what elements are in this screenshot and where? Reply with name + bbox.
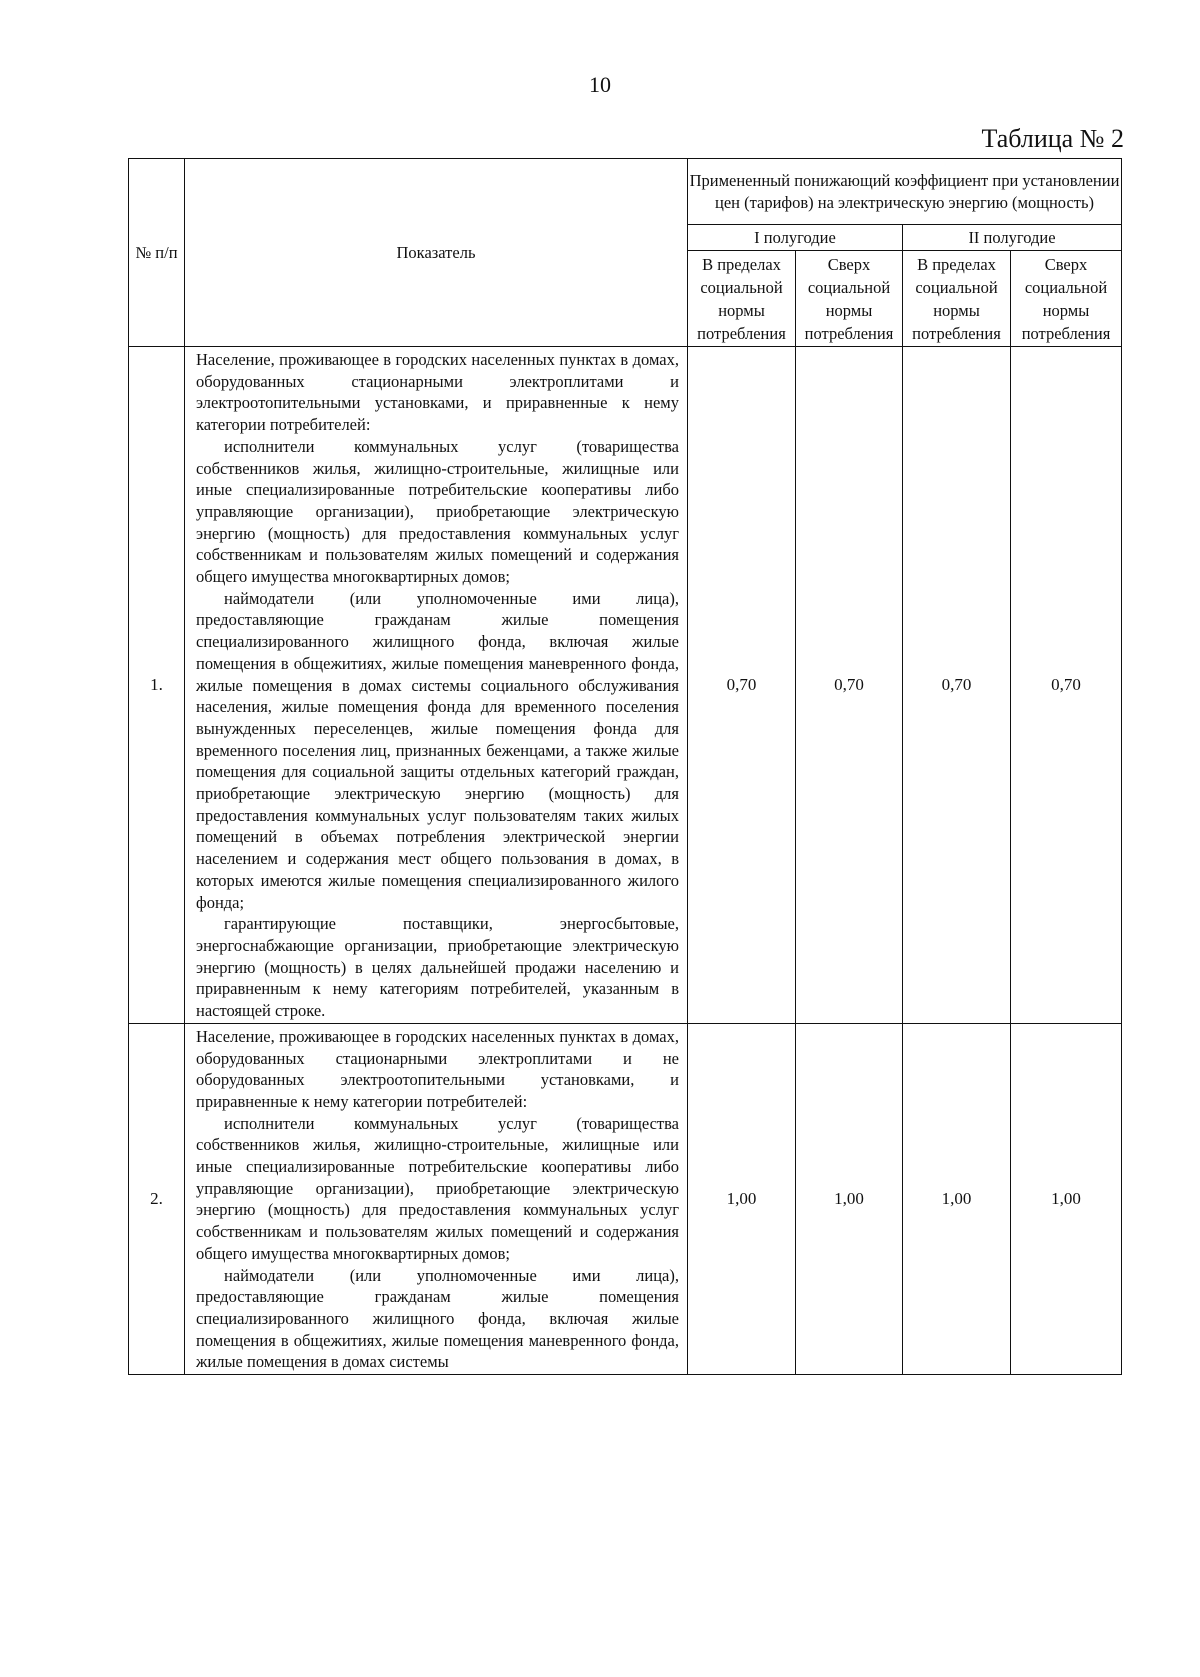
- value-h2-within: 0,70: [903, 347, 1011, 1024]
- row-paragraph: Население, проживающее в городских населенных пунктах в домах, оборудованных стационарными электроплитами и не оборудованных электроотопительными установками, и приравненные к нему категории потребителей:: [196, 1026, 679, 1111]
- value-h1-above: 0,70: [796, 347, 903, 1024]
- header-half-2: II полугодие: [903, 225, 1122, 251]
- tariff-coefficient-table: [128, 158, 1122, 1375]
- table-caption: Таблица № 2: [981, 124, 1124, 153]
- header-h1-above-norm: Сверх социальной нормы потребления: [796, 251, 903, 347]
- header-num: № п/п: [129, 159, 185, 347]
- value-h1-above: 1,00: [796, 1023, 903, 1374]
- header-h2-within-norm: В пределах социальной нормы потребления: [903, 251, 1011, 347]
- header-h2-above-norm: Сверх социальной нормы потребления: [1011, 251, 1122, 347]
- row-paragraph: исполнители коммунальных услуг (товарищества собственников жилья, жилищно-строительные, жилищные или иные специализированные потребительские кооперативы либо управляющие организации), приобретающие электрическую энергию (мощность) для предоставления коммунальных услуг собственникам и пользователям жилых помещений и содержания общего имущества многоквартирных домов;: [196, 436, 679, 587]
- row-description: [185, 1023, 688, 1374]
- header-h1-within-norm: В пределах социальной нормы потребления: [688, 251, 796, 347]
- header-coefficient: Примененный понижающий коэффициент при установлении цен (тарифов) на электрическую энергию (мощность): [688, 159, 1122, 225]
- row-description: [185, 347, 688, 1024]
- value-h1-within: 1,00: [688, 1023, 796, 1374]
- row-paragraph: Население, проживающее в городских населенных пунктах в домах, оборудованных стационарными электроплитами и электроотопительными установками, и приравненные к нему категории потребителей:: [196, 350, 679, 435]
- row-paragraph: гарантирующие поставщики, энергосбытовые, энергоснабжающие организации, приобретающие электрическую энергию (мощность) в целях дальнейшей продажи населению и приравненным к нему категориям потребителей, указанным в настоящей строке.: [196, 914, 679, 1021]
- header-half-1: I полугодие: [688, 225, 903, 251]
- value-h2-within: 1,00: [903, 1023, 1011, 1374]
- value-h1-within: 0,70: [688, 347, 796, 1024]
- table-row: [129, 347, 1122, 1024]
- value-h2-above: 1,00: [1011, 1023, 1122, 1374]
- value-h2-above: 0,70: [1011, 347, 1122, 1024]
- row-paragraph: исполнители коммунальных услуг (товарищества собственников жилья, жилищно-строительные, жилищные или иные специализированные потребительские кооперативы либо управляющие организации), приобретающие электрическую энергию (мощность) для предоставления коммунальных услуг собственникам и пользователям жилых помещений и содержания общего имущества многоквартирных домов;: [196, 1113, 679, 1263]
- table-row: [129, 1023, 1122, 1374]
- row-number: 1.: [129, 347, 185, 1024]
- row-paragraph: наймодатели (или уполномоченные ими лица), предоставляющие гражданам жилые помещения специализированного жилищного фонда, включая жилые помещения в общежитиях, жилые помещения маневренного фонда, жилые помещения в домах системы: [196, 1265, 679, 1372]
- header-indicator: Показатель: [185, 159, 688, 347]
- row-number: 2.: [129, 1023, 185, 1374]
- page-number: 10: [589, 72, 611, 97]
- row-paragraph: наймодатели (или уполномоченные ими лица), предоставляющие гражданам жилые помещения специализированного жилищного фонда, включая жилые помещения в общежитиях, жилые помещения маневренного фонда, жилые помещения в домах системы социального обслуживания населения, жилые помещения фонда для временного поселения вынужденных переселенцев, жилые помещения фонда для временного поселения лиц, признанных беженцами, а также жилые помещения для социальной защиты отдельных категорий граждан, приобретающие электрическую энергию (мощность) для предоставления коммунальных услуг пользователям таких жилых помещений в объемах потребления электрической энергии населением и содержания мест общего пользования в домах, в которых имеются жилые помещения специализированного жилого фонда;: [196, 588, 679, 912]
